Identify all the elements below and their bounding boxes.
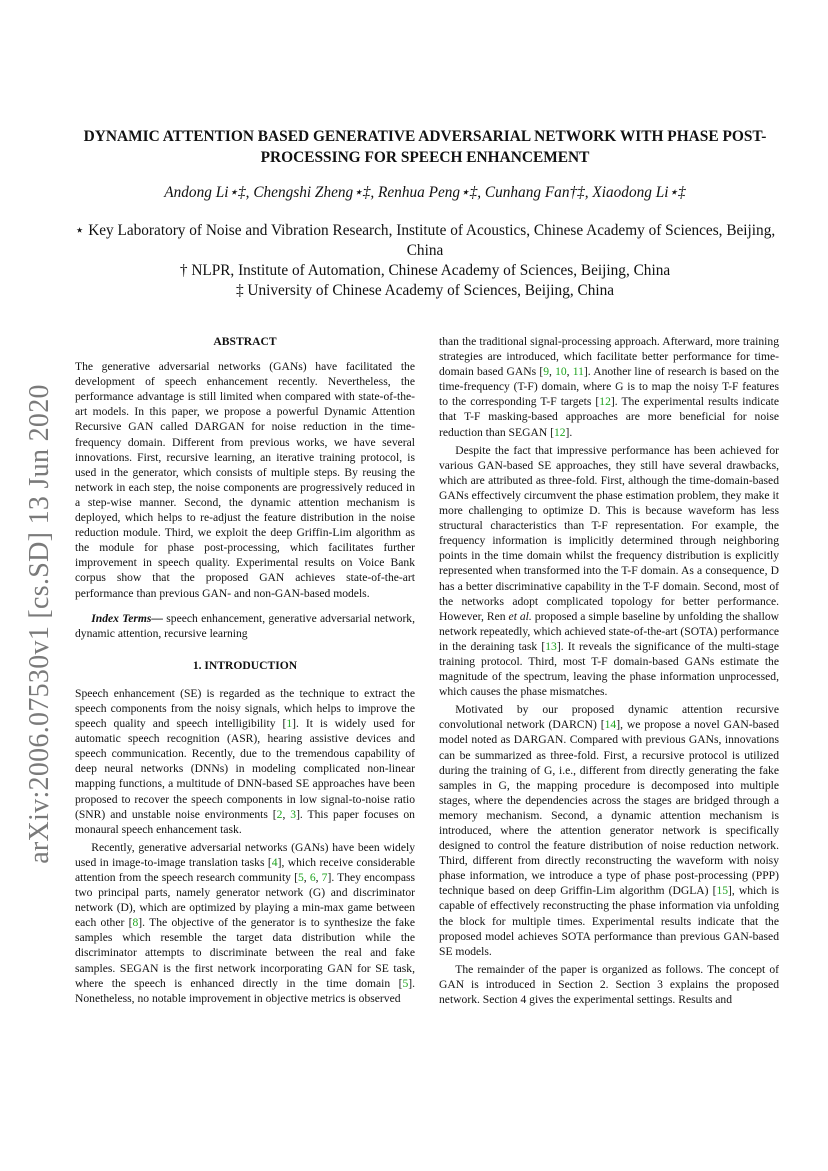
intro-paragraph-continued — [439, 334, 779, 440]
citation-link[interactable]: 1 — [286, 717, 293, 731]
paper-title: DYNAMIC ATTENTION BASED GENERATIVE ADVERSARIAL NETWORK WITH PHASE POST-PROCESSING FOR SPEECH ENHANCEMENT — [83, 128, 767, 166]
author-list: Andong Li⋆‡, Chengshi Zheng⋆‡, Renhua Peng⋆‡, Cunhang Fan†‡, Xiaodong Li⋆‡ — [164, 184, 686, 201]
affiliation-3: ‡ University of Chinese Academy of Sciences, Beijing, China — [235, 282, 615, 299]
text-span: ]. Another line of research is based on the time-frequency (T-F) domain, where G is to map the noisy T-F features to the corresponding T-F targets [ — [439, 365, 780, 409]
citation-link[interactable]: 2 — [276, 807, 283, 821]
citation-link[interactable]: 11 — [572, 365, 584, 379]
column-right — [439, 334, 779, 1007]
intro-paragraph — [439, 702, 779, 959]
citation-link[interactable]: 6 — [309, 871, 316, 884]
affiliation-2: † NLPR, Institute of Automation, Chinese Academy of Sciences, Beijing, China — [179, 262, 671, 279]
text-span: ], which receive considerable attention from the speech research community [ — [75, 855, 415, 884]
citation-link[interactable]: 13 — [545, 639, 557, 653]
text-span: The remainder of the paper is organized as follows. The concept of GAN is introduced in Section 2. Section 3 explains the proposed network. Section 4 gives the experimental settings. Results and — [439, 962, 779, 1007]
text-span: ]. They encompass two principal parts, namely generator network (G) and discriminator network (D), which are optimized by playing a min-max game between each other [ — [75, 871, 415, 930]
index-terms-text: speech enhancement, generative adversarial network, dynamic attention, recursive learning — [75, 611, 415, 640]
citation-link[interactable]: 12 — [599, 395, 611, 409]
text-span: , — [315, 871, 322, 884]
text-span: , — [282, 807, 291, 821]
text-span: than the traditional signal-processing approach. Afterward, more training strategies are introduced, which facilitate better performance for time-domain based GANs [ — [439, 335, 779, 379]
citation-link[interactable]: 4 — [271, 855, 278, 869]
intro-paragraph — [75, 840, 415, 1006]
text-span: ]. — [565, 425, 573, 439]
abstract-heading: ABSTRACT — [213, 335, 277, 348]
citation-link[interactable]: 5 — [402, 976, 409, 990]
text-span: ]. This paper focuses on monaural speech enhancement task. — [75, 807, 415, 836]
text-span: Recently, generative adversarial networks (GANs) have been widely used in image-to-image translation tasks [ — [75, 840, 415, 869]
text-span: , — [566, 365, 573, 379]
arxiv-identifier: arXiv:2006.07530v1 [cs.SD] 13 Jun 2020 — [24, 384, 55, 864]
text-span: , — [549, 365, 556, 379]
intro-paragraph — [439, 962, 779, 1007]
text-span: proposed a simple baseline by unfolding the shallow network repeatedly, which achieved state-of-the-art (SOTA) performance in the deraining task [ — [439, 609, 780, 653]
column-left — [75, 334, 415, 1006]
text-span: ]. It is widely used for automatic speech recognition (ASR), hearing assistive devices and speech communication. Recently, due to the tremendous capability of deep neural networks (DNNs) in modeling complicated non-linear mapping functions, a multitude of DNN-based SE approaches have been proposed to recover the speech components in low signal-to-noise ratio (SNR) and unstable noise environments [ — [75, 717, 415, 821]
index-terms — [75, 611, 415, 641]
section-heading-introduction: 1. INTRODUCTION — [192, 658, 298, 672]
text-span: ]. The objective of the generator is to synthesize the fake samples which resemble the target data distribution while the discriminator attempts to discriminate between the real and fake samples. SEGAN is the first network incorporating GAN for SE task, where the speech is enhanced directly in the time domain [ — [75, 916, 415, 990]
citation-link[interactable]: 12 — [553, 425, 566, 439]
citation-link[interactable]: 9 — [543, 365, 549, 379]
text-span: Speech enhancement (SE) is regarded as the technique to extract the speech components from the noisy signals, which helps to improve the speech quality and speech intelligibility [ — [75, 686, 415, 731]
text-span: ]. It reveals the significance of the multi-stage training protocol. Third, most T-F domain-based GANs estimate the magnitude of the spectrum, leaving the phase information unprocessed, which causes the phase mismatches. — [439, 639, 779, 699]
text-span: ], we propose a novel GAN-based model noted as DARGAN. Compared with previous GANs, innovations can be summarized as three-fold. First, a recursive protocol is utilized during the training of G, i.e., different from directly generating the fake samples in G, the mapping procedure is decomposed into multiple stages, where the dependencies across the stages are bridged through a memory mechanism. Second, a dynamic attention mechanism is introduced, where the attention generator network is specifically designed to control the feature distribution of noise reduction network. Third, different from directly reconstructing the waveform with noisy phase information, we introduce a type of phase post-processing (PPP) technique based on deep Griffin-Lim algorithm (DGLA) [ — [439, 718, 779, 898]
citation-link[interactable]: 8 — [132, 916, 139, 930]
text-span: et al. — [508, 609, 532, 623]
affiliations — [60, 221, 790, 301]
intro-paragraph — [75, 686, 415, 837]
citation-link[interactable]: 15 — [716, 884, 729, 898]
abstract-text: The generative adversarial networks (GANs) have facilitated the development of speech enhancement recently. Nevertheless, the performance advantage is still limited when compared with state-of-the-art models. In this paper, we propose a powerful Dynamic Attention Recursive GAN called DARGAN for noise reduction in the time-frequency domain. Different from previous works, we have several innovations. First, recursive learning, an iterative training protocol, is used in the generator, which consists of multiple steps. By reusing the network in each step, the noise components are progressively reduced in a step-wise manner. Second, the dynamic attention mechanism is deployed, which helps to re-adjust the feature distribution in the noise reduction module. Third, we exploit the deep Griffin-Lim algorithm as the module for phase post-processing, which facilitates further improvement in speech quality. Experimental results on Voice Bank corpus show that the proposed GAN achieves state-of-the-art performance than previous GAN- and non-GAN-based models. — [75, 360, 415, 600]
citation-link[interactable]: 3 — [290, 807, 297, 821]
citation-link[interactable]: 10 — [555, 365, 567, 379]
citation-link[interactable]: 7 — [321, 871, 328, 884]
text-span: ], which is capable of effectively reconstructing the phase information via unfolding the block for multiple times. Experimental results indicate that the proposed model achieves SOTA performance than previous GAN-based SE models. — [439, 884, 780, 958]
text-span: ]. The experimental results indicate that T-F masking-based approaches are more beneficial for noise reduction than SEGAN [ — [439, 395, 780, 439]
text-span: Despite the fact that impressive performance has been achieved for various GAN-based SE approaches, they still have several drawbacks, which are attributed as three-fold. First, although the time-domain-based GANs effectively circumvent the phase estimation problem, they make it more challenging to optimize D. This is because waveform has less structural characteristics than T-F representation. For example, the frequency information is implicitly determined through neighboring points in the time domain whilst the frequency distribution is explicitly represented when transformed into the T-F domain. As a consequence, D has a better discriminative capability in the T-F domain. Second, most of the networks adopt complicated topology for better performance. However, Ren — [439, 443, 779, 623]
citation-link[interactable]: 5 — [297, 871, 304, 884]
citation-link[interactable]: 14 — [604, 718, 617, 732]
text-span: ]. Nonetheless, no notable improvement in objective metrics is observed — [75, 976, 415, 1005]
text-span: , — [303, 871, 310, 884]
affiliation-1: ⋆ Key Laboratory of Noise and Vibration Research, Institute of Acoustics, Chinese Academy of Sciences, Beijing, China — [74, 222, 776, 259]
intro-paragraph — [439, 443, 779, 700]
index-terms-label: Index Terms— — [91, 611, 164, 625]
text-span: Motivated by our proposed dynamic attention recursive convolutional network (DARCN) [ — [439, 703, 779, 732]
